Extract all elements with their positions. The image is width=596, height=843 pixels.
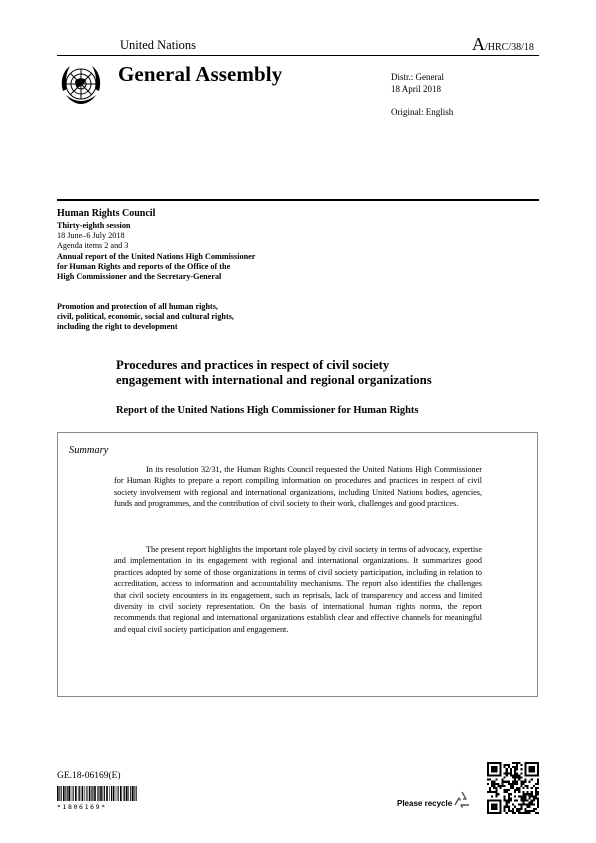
topic-line: civil, political, economic, social and cultural rights, xyxy=(57,312,234,322)
document-symbol-suffix: /HRC/38/18 xyxy=(485,42,534,53)
council-name: Human Rights Council xyxy=(57,208,156,219)
barcode-text: *1806169* xyxy=(57,803,107,811)
un-emblem-icon xyxy=(58,61,104,107)
topic-line: including the right to development xyxy=(57,322,178,332)
main-title-line: Procedures and practices in respect of civil society xyxy=(116,358,390,372)
document-job-number: GE.18-06169(E) xyxy=(57,771,121,781)
body-title: General Assembly xyxy=(118,62,283,86)
recycle-label: Please recycle xyxy=(397,799,453,808)
session-dates: 18 June–6 July 2018 xyxy=(57,231,125,241)
session-block xyxy=(57,221,255,282)
report-subtitle: Report of the United Nations High Commissioner for Human Rights xyxy=(116,405,419,416)
distribution-block xyxy=(391,71,444,95)
topic-line: Promotion and protection of all human rights, xyxy=(57,302,218,311)
distribution: Distr.: General xyxy=(391,72,444,82)
issue-date: 18 April 2018 xyxy=(391,84,442,94)
document-symbol xyxy=(472,34,534,55)
agenda-title-line: Annual report of the United Nations High Commissioner xyxy=(57,251,256,261)
summary-heading: Summary xyxy=(69,445,109,456)
summary-paragraph: In its resolution 32/31, the Human Rights Council requested the United Nations High Commissioner for Human Rights to prepare a report compiling information on procedures and practices in respect of civil society involvement with regional and international organizations, including United Nations bodies, agencies, funds and programmes, and the contribution of civil society to their work, challenges and good practices. xyxy=(114,465,482,509)
recycle-icon xyxy=(452,790,472,810)
summary-paragraph: The present report highlights the important role played by civil society in terms of advocacy, expertise and implementation in its engagement with regional and international organizations. It summarizes good practices adopted by some of those organizations in terms of civil society participation, including in relation to accreditation, access to information and accountability mechanisms. The report also identifies the challenges that civil society encounters in its engagement, such as reprisals, lack of transparency and access and limited diversity in civil society representation. On the basis of international human rights norms, the report recommends that regional and international organizations establish clear and effective channels for meaningful and equal civil society participation and engagement. xyxy=(114,545,482,634)
heading-rule xyxy=(57,199,539,201)
barcode-icon xyxy=(57,786,137,801)
topic-block xyxy=(57,302,234,333)
org-name: United Nations xyxy=(120,38,197,52)
main-title-line: engagement with international and regional organizations xyxy=(116,373,432,387)
agenda-items: Agenda items 2 and 3 xyxy=(57,241,129,251)
header-rule xyxy=(57,55,539,56)
agenda-title-line: for Human Rights and reports of the Office of the xyxy=(57,261,231,271)
original-language: Original: English xyxy=(391,107,454,117)
document-symbol-prefix: A xyxy=(472,34,485,54)
qr-code-icon xyxy=(487,762,539,814)
agenda-title-line: High Commissioner and the Secretary-General xyxy=(57,272,222,282)
report-main-title xyxy=(116,358,516,388)
session-name: Thirty-eighth session xyxy=(57,221,131,230)
